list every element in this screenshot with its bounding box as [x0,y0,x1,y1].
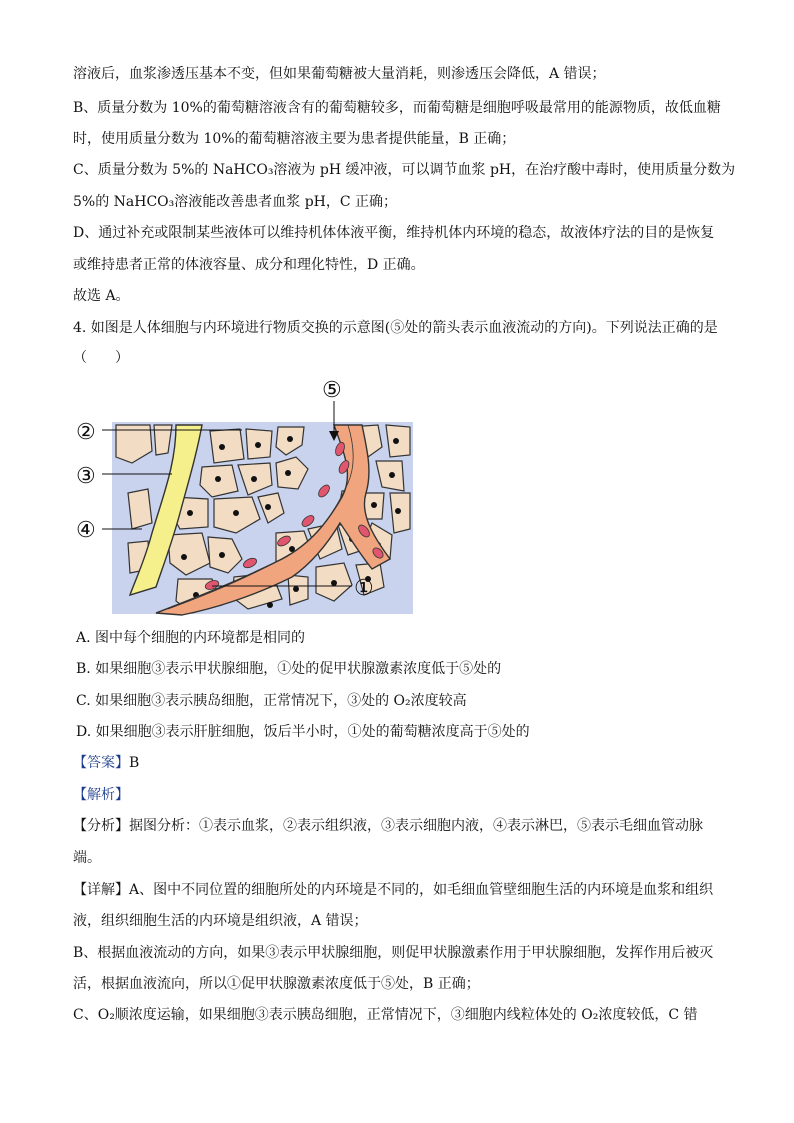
analysis-text: 活，根据血液流向，所以①促甲状腺激素浓度低于⑤处，B 正确； [73,976,480,992]
answer-blank: （ ） [73,350,129,366]
text-line: 或维持患者正常的体液容量、成分和理化特性，D 正确。 [73,257,425,273]
text-line: 故选 A。 [73,288,130,304]
option-c: C. 如果细胞③表示胰岛细胞，正常情况下，③处的 O₂浓度较高 [76,693,467,709]
option-b: B. 如果细胞③表示甲状腺细胞，①处的促甲状腺激素浓度低于⑤处的 [76,661,502,677]
detail-tag: 【详解】 [73,882,129,898]
analysis-line [73,816,703,836]
question-stem: 4. 如图是人体细胞与内环境进行物质交换的示意图(⑤处的箭头表示血液流动的方向)。下列说法正确的是 [73,320,718,336]
text-line: B、质量分数为 10%的葡萄糖溶液含有的葡萄糖较多，而葡萄糖是细胞呼吸最常用的能源物质，故低血糖 [73,100,721,116]
analysis-text: 端。 [73,850,101,866]
text-line: 5%的 NaHCO₃溶液能改善患者血浆 pH，C 正确； [73,194,398,210]
analysis-text: B、根据血液流动的方向，如果③表示甲状腺细胞，则促甲状腺激素作用于甲状腺细胞，发挥作用后被灭 [73,945,714,961]
label-5: ⑤ [322,378,342,403]
text-line: 溶液后，血浆渗透压基本不变，但如果葡萄糖被大量消耗，则渗透压会降低，A 错误； [73,66,606,82]
cell-exchange-figure [72,373,417,618]
option-a: A. 图中每个细胞的内环境都是相同的 [76,630,306,646]
analysis-sub-tag: 【分析】 [73,818,129,834]
text-line: 时，使用质量分数为 10%的葡萄糖溶液主要为患者提供能量，B 正确； [73,131,516,147]
analysis-text: 液，组织细胞生活的内环境是组织液，A 错误； [73,913,368,929]
label-3: ③ [76,464,96,489]
text-line: C、质量分数为 5%的 NaHCO₃溶液为 pH 缓冲液，可以调节血浆 pH，在治疗酸中毒时，使用质量分数为 [73,162,736,178]
label-4: ④ [76,518,96,543]
figure-svg [72,373,417,618]
answer-line [73,753,139,773]
label-1: ① [354,576,374,601]
analysis-text: C、O₂顺浓度运输，如果细胞③表示胰岛细胞，正常情况下，③细胞内线粒体处的 O₂浓度较低，C 错 [73,1007,698,1023]
analysis-line [73,848,101,868]
text-line: D、通过补充或限制某些液体可以维持机体体液平衡，维持机体内环境的稳态，故液体疗法的目的是恢复 [73,225,715,241]
analysis-text: A、图中不同位置的细胞所处的内环境是不同的，如毛细血管壁细胞生活的内环境是血浆和组织 [129,882,714,898]
answer-tag: 【答案】 [73,755,129,771]
analysis-line [73,880,713,900]
analysis-line [73,911,368,931]
analysis-heading [73,785,129,805]
analysis-tag: 【解析】 [73,787,129,803]
answer-value: B [129,755,140,771]
label-2: ② [76,420,96,445]
analysis-line [73,943,713,963]
analysis-text: 据图分析：①表示血浆，②表示组织液，③表示细胞内液，④表示淋巴，⑤表示毛细血管动脉 [129,818,703,834]
analysis-line [73,1005,698,1025]
analysis-line [73,974,480,994]
option-d: D. 如果细胞③表示肝脏细胞，饭后半小时，①处的葡萄糖浓度高于⑤处的 [76,724,530,740]
